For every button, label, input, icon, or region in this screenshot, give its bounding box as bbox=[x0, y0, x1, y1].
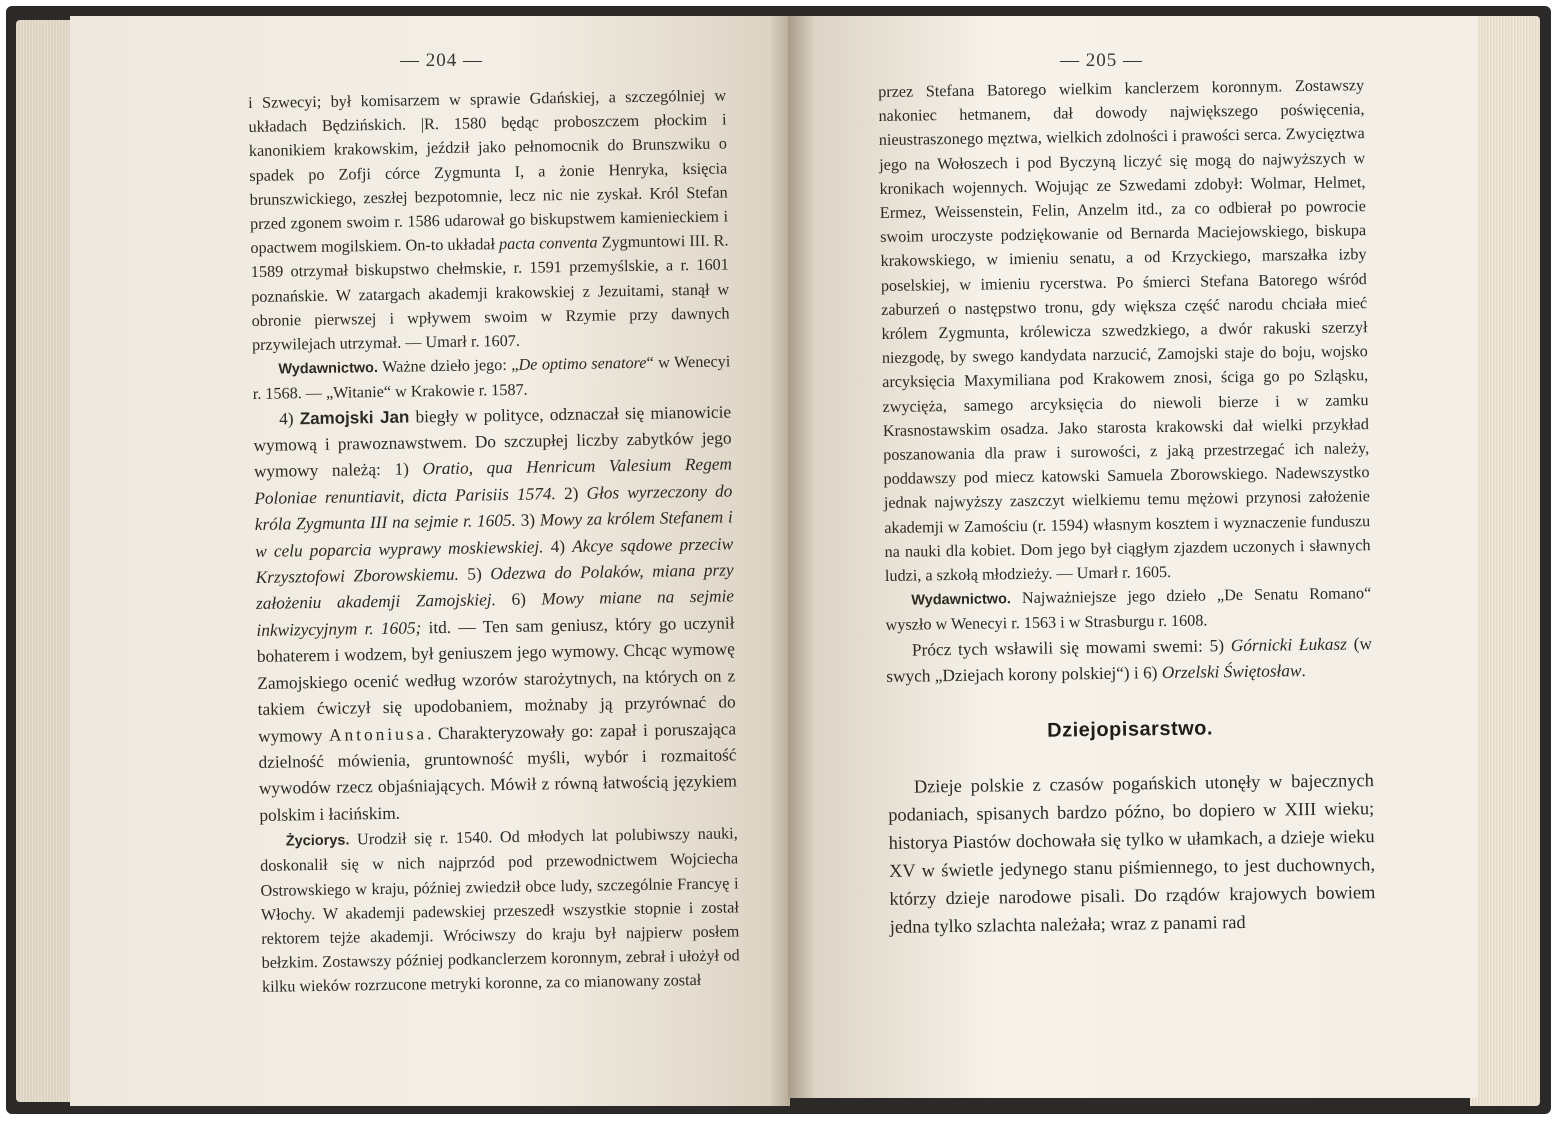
text-run: Zygmuntowi III. R. 1589 otrzymał biskupstwo chełmskie, r. 1591 przemyślskie, a r. 1601 poznańskie. W zatargach akademji krakowskiej z Jezuitami, stanął w obronie pierwszej i wpływem swoim w Rzymie przy dawnych przywilejach utrzymał. — Umarł r. 1607. bbox=[250, 231, 730, 354]
italic-title: Akcye sądowe przeciw Krzysztofowi Zborowskiemu. bbox=[255, 534, 734, 588]
item-number: 3) bbox=[520, 510, 536, 531]
spaced-name: Antoniusa bbox=[328, 723, 428, 745]
italic-title: Mowy miane na sejmie inkwizycyjnym r. 1605; bbox=[256, 586, 735, 640]
paragraph-other-orators bbox=[886, 631, 1373, 691]
text-run: (w swych „Dziejach korony polskiej“) i 6) bbox=[886, 633, 1373, 687]
left-page-text bbox=[248, 83, 740, 999]
right-page-text bbox=[878, 73, 1376, 940]
section-heading-dziejopisarstwo: Dziejopisarstwo. bbox=[1047, 717, 1214, 743]
italic-title: Mowy za królem Stefanem i w celu poparcia wyprawy moskiewskiej. bbox=[255, 507, 733, 561]
page-edges-left bbox=[16, 20, 74, 1102]
italic-name: Orzelski Świętosław bbox=[1161, 661, 1302, 683]
paragraph-zamojski bbox=[253, 399, 738, 829]
paragraph-biography bbox=[260, 822, 741, 1000]
italic-title: Odezwa do Polaków, miana przy założeniu akademji Zamojskiej. bbox=[255, 560, 734, 614]
text-run: Ważne dzieło jego: „ bbox=[382, 356, 519, 377]
text-run: “ w Wenecyi r. 1568. — „Witanie“ w Krakowie r. 1587. bbox=[252, 352, 731, 404]
section-label-wydawnictwo: Wydawnictwo. bbox=[911, 591, 1012, 609]
text-run: i Szwecyi; był komisarzem w sprawie Gdańskiej, a szczególniej w układach Będzińskich. |R. 1580 będąc proboszczem płockim i kanonikiem krakowskim, jeździł jako pełnomocnik do Brunszwiku o spadek po Zofji córce Zygmunta I, a żonie Henryka, księcia brunszwickiego, zeszłej bezpotomnie, lecz nic nie zyskał. Król Stefan przed zgonem swoim r. 1586 udarował go biskupstwem kamienieckiem i opactwem mogilskiem. On-to układał bbox=[248, 86, 729, 258]
item-number: 4) bbox=[279, 408, 294, 429]
zamojski-section bbox=[253, 399, 738, 829]
page-edges-right bbox=[1470, 16, 1540, 1106]
paragraph-publications bbox=[885, 581, 1372, 637]
item-number: 5) bbox=[467, 564, 482, 584]
text-run: Najważniejsze jego dzieło „De Senatu Romano“ wyszło w Wenecyi r. 1563 i w Strasburgu r. 1608. bbox=[885, 584, 1372, 635]
item-number: 4) bbox=[550, 536, 566, 556]
section-label-wydawnictwo: Wydawnictwo. bbox=[278, 360, 379, 378]
item-number: 6) bbox=[511, 590, 527, 610]
paragraph-historiography: Dzieje polskie z czasów pogańskich utonęły w bajecznych podaniach, spisanych bardzo późno, bo dopiero w XIII wieku; historya Piastów dochowała się tylko w ułamkach, a dzieje wieku XV w świetle jedynego stanu piśmiennego, to jest duchownych, którzy dzieje narodowe pisali. Do rządów krajowych bowiem jedna tylko szlachta należała; wraz z panami rad bbox=[888, 769, 1376, 937]
left-page bbox=[70, 16, 790, 1106]
text-run: . bbox=[1301, 661, 1306, 681]
text-run: Urodził się r. 1540. Od młodych lat polubiwszy nauki, doskonalił się w nich najprzód pod przewodnictwem Wojciecha Ostrowskiego w kraju, później zwiedził obce ludy, szczególnie Francyę i Włochy. W akademji padewskiej przeszedł wszystkie stopnie i został rektorem tejże akademji. Wróciwszy do kraju był najpierw posłem bełzkim. Zostawszy później podkanclerzem koronnym, zebrał i ułożył od kilku wieków rozrzucone metryki koronne, za co mianowany został bbox=[260, 824, 740, 997]
italic-title: De optimo senatore bbox=[518, 354, 647, 375]
paragraph-publications bbox=[252, 350, 731, 407]
item-number: 2) bbox=[563, 483, 579, 503]
text-run: biegły w polityce, odznaczał się mianowicie wymową i prawoznawstwem. Do szczupłej liczby zabytków jego wymowy należą: 1) bbox=[253, 402, 732, 482]
page-number-205: — 205 — bbox=[1060, 50, 1143, 71]
person-name-zamojski: Zamojski Jan bbox=[299, 407, 410, 428]
text-run: Prócz tych wsławili się mowami swemi: 5) bbox=[911, 635, 1225, 660]
page-number-204: — 204 — bbox=[400, 50, 483, 71]
italic-title: Głos wyrzeczony do króla Zygmunta III na sejmie r. 1605. bbox=[254, 481, 733, 535]
text-run: itd. — Ten sam geniusz, który go uczynił bohaterem i wodzem, był geniuszem jego wymowy. Chcąc wymowę Zamojskiego ocenić według wzorów starożytnych, na których on z takiem ćwiczył się upodobaniem, możnaby ją przyrównać do wymowy bbox=[256, 613, 736, 746]
italic-term: pacta conventa bbox=[498, 233, 598, 254]
text-run: . Charakteryzowały go: zapał i poruszająca dzielność mówienia, gruntowność myśli, wybór i rozmaitość wywodów rzecz objaśniających. Mówił z równą łatwością językiem polskim i łacińskim. bbox=[258, 718, 738, 825]
italic-name: Górnicki Łukasz bbox=[1230, 634, 1348, 655]
paragraph-biography-end bbox=[248, 83, 730, 357]
right-page bbox=[788, 16, 1478, 1098]
paragraph-zamojski-career: przez Stefana Batorego wielkim kanclerzem koronnym. Zostawszy nakoniec hetmanem, dał dowody największego poświęcenia, nieustraszonego męztwa, wielkich zdolności i prawości serca. Zwycięztwa jego na Wołoszech i pod Byczyną liczyć się mogą do najwyższych w kronikach wojennych. Wojując ze Szwedami zdobył: Wolmar, Helmet, Ermez, Weissenstein, Felin, Anzelm itd., za co odbierał po powrocie swoim uroczyste podziękowanie od Bernarda Maciejowskiego, biskupa krakowskiego, w imieniu senatu, a od Krzyckiego, marszałka izby poselskiej, w imieniu rycerstwa. Po śmierci Stefana Batorego wśród zaburzeń o następstwo tronu, gdy większa część narodu chciała mieć królem Zygmunta, królewicza szwedzkiego, a dwór rakuski szerzył niezgodę, by swego kandydata narzucić, Zamojski staje do boju, wojsko arcyksięcia Maxymiliana pod Krakowem znosi, ściga go po Szląsku, zwycięża, samego arcyksięcia do niewoli bierze i w zamku Krasnostawskim osadza. Jako starosta krakowski dał wielki przykład poszanowania dla praw i surowości, z jaką przestrzegać ich należy, poddawszy pod miecz katowski Samuela Zborowskiego. Nadewszystko jednak najwyższy zaszczyt wielkiemu temu mężowi przynosi założenie akademji w Zamościu (r. 1594) własnym kosztem i wyznaczenie funduszu na nauki dla kobiet. Dom jego był ciągłym zjazdem uczonych i sławnych ludzi, a szkołą młodzieży. — Umarł r. 1605. bbox=[878, 76, 1371, 586]
section-label-zyciorys: Życiorys. bbox=[285, 832, 350, 850]
italic-title: Oratio, qua Henricum Valesium Regem Poloniae renuntiavit, dicta Parisiis 1574. bbox=[254, 454, 733, 508]
